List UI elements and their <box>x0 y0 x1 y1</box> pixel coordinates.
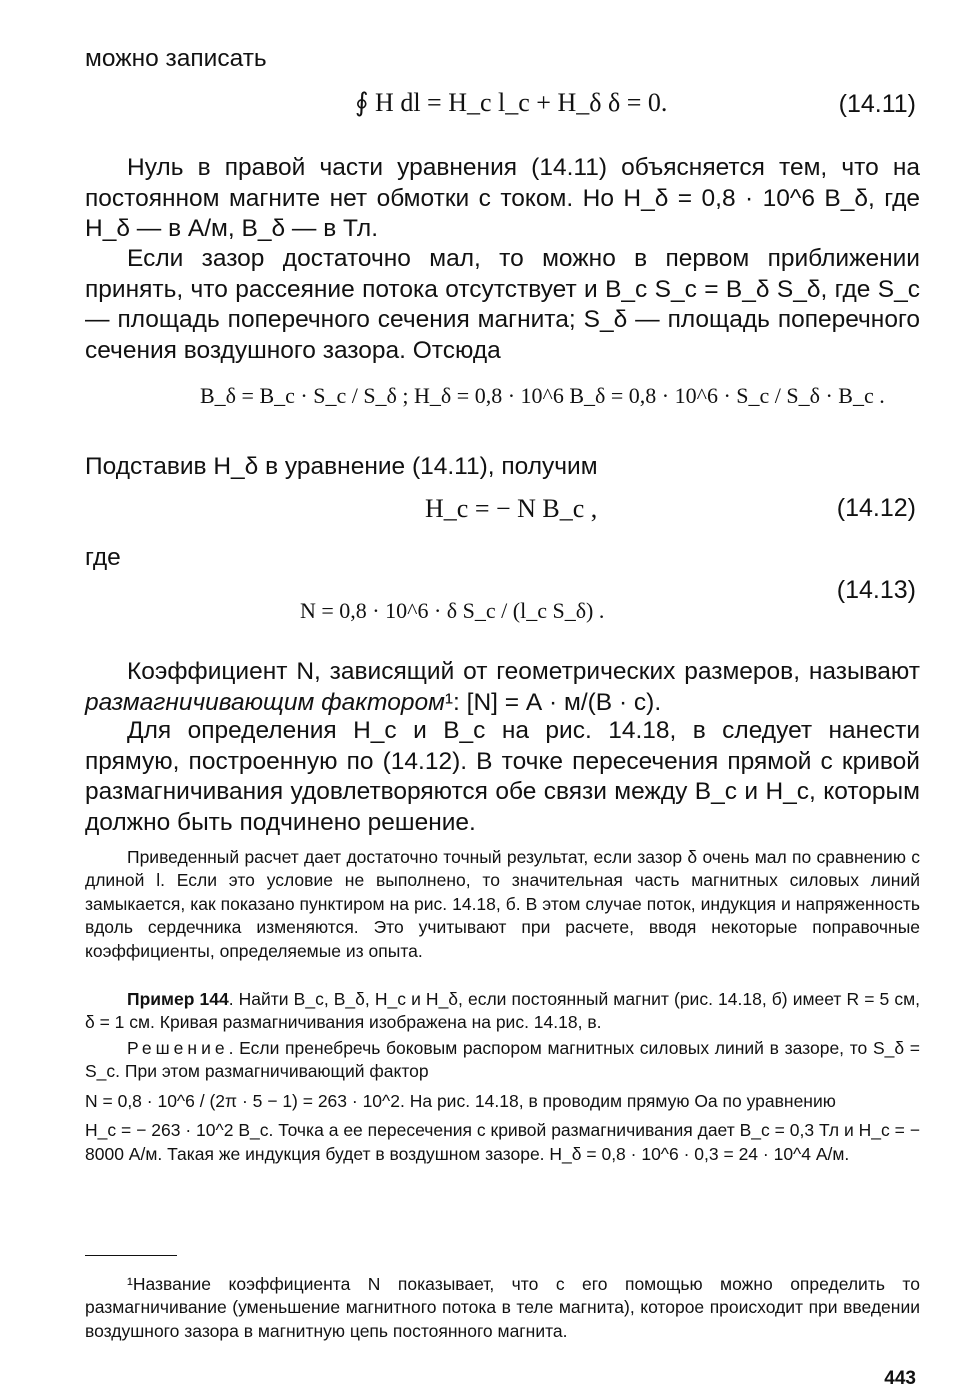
paragraph-5 <box>85 716 920 838</box>
equation-14-13: N = 0,8 · 10^6 · δ S_c / (l_c S_δ) . <box>300 598 605 623</box>
note-block <box>85 846 920 963</box>
eq-14-11-rhs: = H_c l_c + H_δ δ = 0. <box>427 88 668 117</box>
footnote-text: ¹Название коэффициента N показывает, что с его помощью можно определить то размагничивание (уменьшение магнитного потока в теле магнита), которое происходит при введении воздушного зазора в магнитную цепь постоянного магнита. <box>85 1274 920 1341</box>
solution-rest: H_c = − 263 · 10^2 B_c. Точка a ее пересечения с кривой размагничивания дает B_c = 0,3 Тл и H_c = − 8000 А/м. Такая же индукция будет в воздушном зазоре. H_δ = 0,8 · 10^6 · 0,3 = 24 · 10^4 А/м. <box>85 1120 920 1164</box>
example-144-label: Пример 144 <box>127 989 229 1009</box>
paragraph-1-text: Нуль в правой части уравнения (14.11) объясняется тем, что на постоянном магните нет обмотки с током. Но H_δ = 0,8 · 10^6 B_δ, где H_δ — в А/м, B_δ — в Тл. <box>85 154 920 242</box>
eq-14-12-number: (14.12) <box>836 494 916 522</box>
equation-14-12: H_c = − N B_c , <box>425 494 598 523</box>
paragraph-5-text: Для определения H_c и B_c на рис. 14.18, в следует нанести прямую, построенную по (14.12). В точке пересечения прямой с кривой размагничивания удовлетворяются обе связи между B_c и H_c, которым должно быть подчинено решение. <box>85 717 920 836</box>
solution-label: Решение <box>127 1038 229 1058</box>
eq-14-11-lhs: ∮ H dl <box>355 88 421 117</box>
where-text: где <box>85 544 121 571</box>
solution-block <box>85 1037 920 1166</box>
where-line <box>85 543 920 574</box>
paragraph-3 <box>85 452 920 483</box>
paragraph-2 <box>85 244 920 366</box>
solution-equation: N = 0,8 · 10^6 / (2π · 5 − 1) = 263 · 10^2. На рис. 14.18, в проводим прямую Oa по уравнению <box>85 1090 836 1111</box>
example-144-text <box>85 988 920 1035</box>
eq-14-11-number: (14.11) <box>838 90 916 118</box>
solution-intro-text: . Если пренебречь боковым распором магнитных силовых линий в зазоре, то S_δ = S_c. При этом размагничивающий фактор <box>85 1038 920 1082</box>
paragraph-4-part-b: ¹: [N] = А · м/(В · с). <box>444 688 662 716</box>
eq-14-13-number: (14.13) <box>836 576 916 604</box>
paragraph-4-text <box>85 657 920 718</box>
paragraph-4-part-a: Коэффициент N, зависящий от геометрических размеров, называют <box>127 658 920 685</box>
intro-text: можно записать <box>85 45 267 72</box>
intro-line <box>85 44 920 75</box>
paragraph-3-text: Подставив H_δ в уравнение (14.11), получим <box>85 453 598 480</box>
paragraph-2-text: Если зазор достаточно мал, то можно в первом приближении принять, что рассеяние потока отсутствует и B_c S_c = B_δ S_δ, где S_c — площадь поперечного сечения магнита; S_δ — площадь поперечного сечения воздушного зазора. Отсюда <box>85 245 920 364</box>
paragraph-1 <box>85 153 920 245</box>
equation-14-11 <box>355 88 667 118</box>
example-144-body: . Найти B_c, B_δ, H_c и H_δ, если постоянный магнит (рис. 14.18, б) имеет R = 5 см, δ = 1 см. Кривая размагничивания изображена на рис. 14.18, в. <box>85 989 920 1033</box>
footnote-rule <box>85 1255 177 1256</box>
paragraph-4 <box>85 657 920 718</box>
solution-intro <box>85 1037 920 1084</box>
example-144 <box>85 988 920 1035</box>
equation-b-delta: B_δ = B_c · S_c / S_δ ; H_δ = 0,8 · 10^6 B_δ = 0,8 · 10^6 · S_c / S_δ · B_c . <box>200 383 885 408</box>
demagnetizing-factor-term: размагничивающим фактором <box>85 688 445 716</box>
note-text: Приведенный расчет дает достаточно точный результат, если зазор δ очень мал по сравнению с длиной l. Если это условие не выполнено, то значительная часть магнитных силовых линий замыкается, как показано пунктиром на рис. 14.18, б. В этом случае поток, индукция и напряженность вдоль сердечника изменяются. Это учитывают при расчете, вводя некоторые поправочные коэффициенты, определяемые из опыта. <box>85 847 920 961</box>
page-number: 443 <box>884 1368 916 1389</box>
footnote <box>85 1273 920 1343</box>
